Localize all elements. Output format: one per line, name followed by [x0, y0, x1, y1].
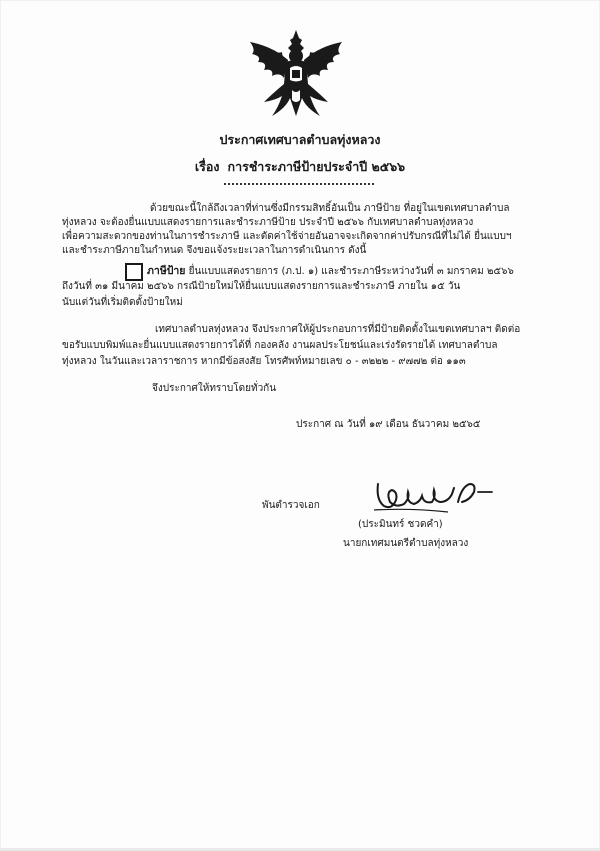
paragraph-3-line-1: เทศบาลตำบลทุ่งหลวง จึงประกาศให้ผู้ประกอบการที่มีป้ายติดตั้งในเขตเทศบาลฯ ติดต่อ — [155, 324, 521, 335]
paragraph-3-line-2: ขอรับแบบพิมพ์และยื่นแบบแสดงรายการได้ที่ กองคลัง งานผลประโยชน์และเร่งรัดรายได้ เทศบาลตำบล — [62, 340, 498, 351]
checkbox-icon — [125, 263, 143, 281]
tax-filing-period: ยื่นแบบแสดงรายการ (ภ.ป. ๑) และชำระภาษีระหว่างวันที่ ๓ มกราคม ๒๕๖๖ — [188, 266, 514, 277]
tax-type-label: ภาษีป้าย — [147, 265, 186, 277]
signer-position: นายกเทศมนตรีตำบลทุ่งหลวง — [343, 538, 469, 549]
subject-label: เรื่อง — [194, 159, 220, 174]
announcement-date: ประกาศ ณ วันที่ ๑๙ เดือน ธันวาคม ๒๕๖๕ — [296, 419, 481, 430]
paragraph-2-line-1 — [147, 265, 514, 278]
paragraph-1-line-4: และชำระภาษีภายในกำหนด จึงขอแจ้งระยะเวลาในการดำเนินการ ดังนี้ — [62, 245, 367, 256]
closing-line: จึงประกาศให้ทราบโดยทั่วกัน — [152, 383, 277, 394]
signer-name: (ประมินทร์ ชวดคำ) — [358, 519, 443, 530]
paragraph-1-line-2: ทุ่งหลวง จะต้องยื่นแบบแสดงรายการและชำระภาษีป้าย ประจำปี ๒๕๖๖ กับเทศบาลตำบลทุ่งหลวง — [62, 217, 474, 228]
paragraph-1-line-3: เพื่อความสะดวกของท่านในการชำระภาษี และตัดค่าใช้จ่ายอันอาจจะเกิดจากค่าปรับกรณีที่ไม่ได้ ยื่นแบบฯ — [62, 231, 512, 242]
document-title: ประกาศเทศบาลตำบลทุ่งหลวง — [219, 132, 381, 147]
document-subject — [0, 157, 600, 177]
paragraph-2-line-3: นับแต่วันที่เริ่มติดตั้งป้ายใหม่ — [62, 297, 183, 308]
title-dotted-separator — [224, 183, 374, 185]
signer-rank: พันตำรวจเอก — [262, 500, 320, 511]
paragraph-2-line-2: ถึงวันที่ ๓๑ มีนาคม ๒๕๖๖ กรณีป้ายใหม่ให้ยื่นแบบแสดงรายการและชำระภาษี ภายใน ๑๕ วัน — [62, 281, 461, 292]
subject-text: การชำระภาษีป้ายประจำปี ๒๕๖๖ — [227, 159, 406, 174]
paragraph-3-line-3: ทุ่งหลวง ในวันและเวลาราชการ หากมีข้อสงสัย โทรศัพท์หมายเลข ๐ - ๓๒๒๒ - ๙๗๗๒ ต่อ ๑๑๓ — [62, 356, 466, 367]
signature-icon — [370, 478, 500, 518]
paragraph-1-line-1: ด้วยขณะนี้ใกล้ถึงเวลาที่ท่านซึ่งมีกรรมสิทธิ์อันเป็น ภาษีป้าย ที่อยู่ในเขตเทศบาลตำบล — [150, 203, 510, 214]
garuda-emblem-icon — [242, 28, 350, 120]
